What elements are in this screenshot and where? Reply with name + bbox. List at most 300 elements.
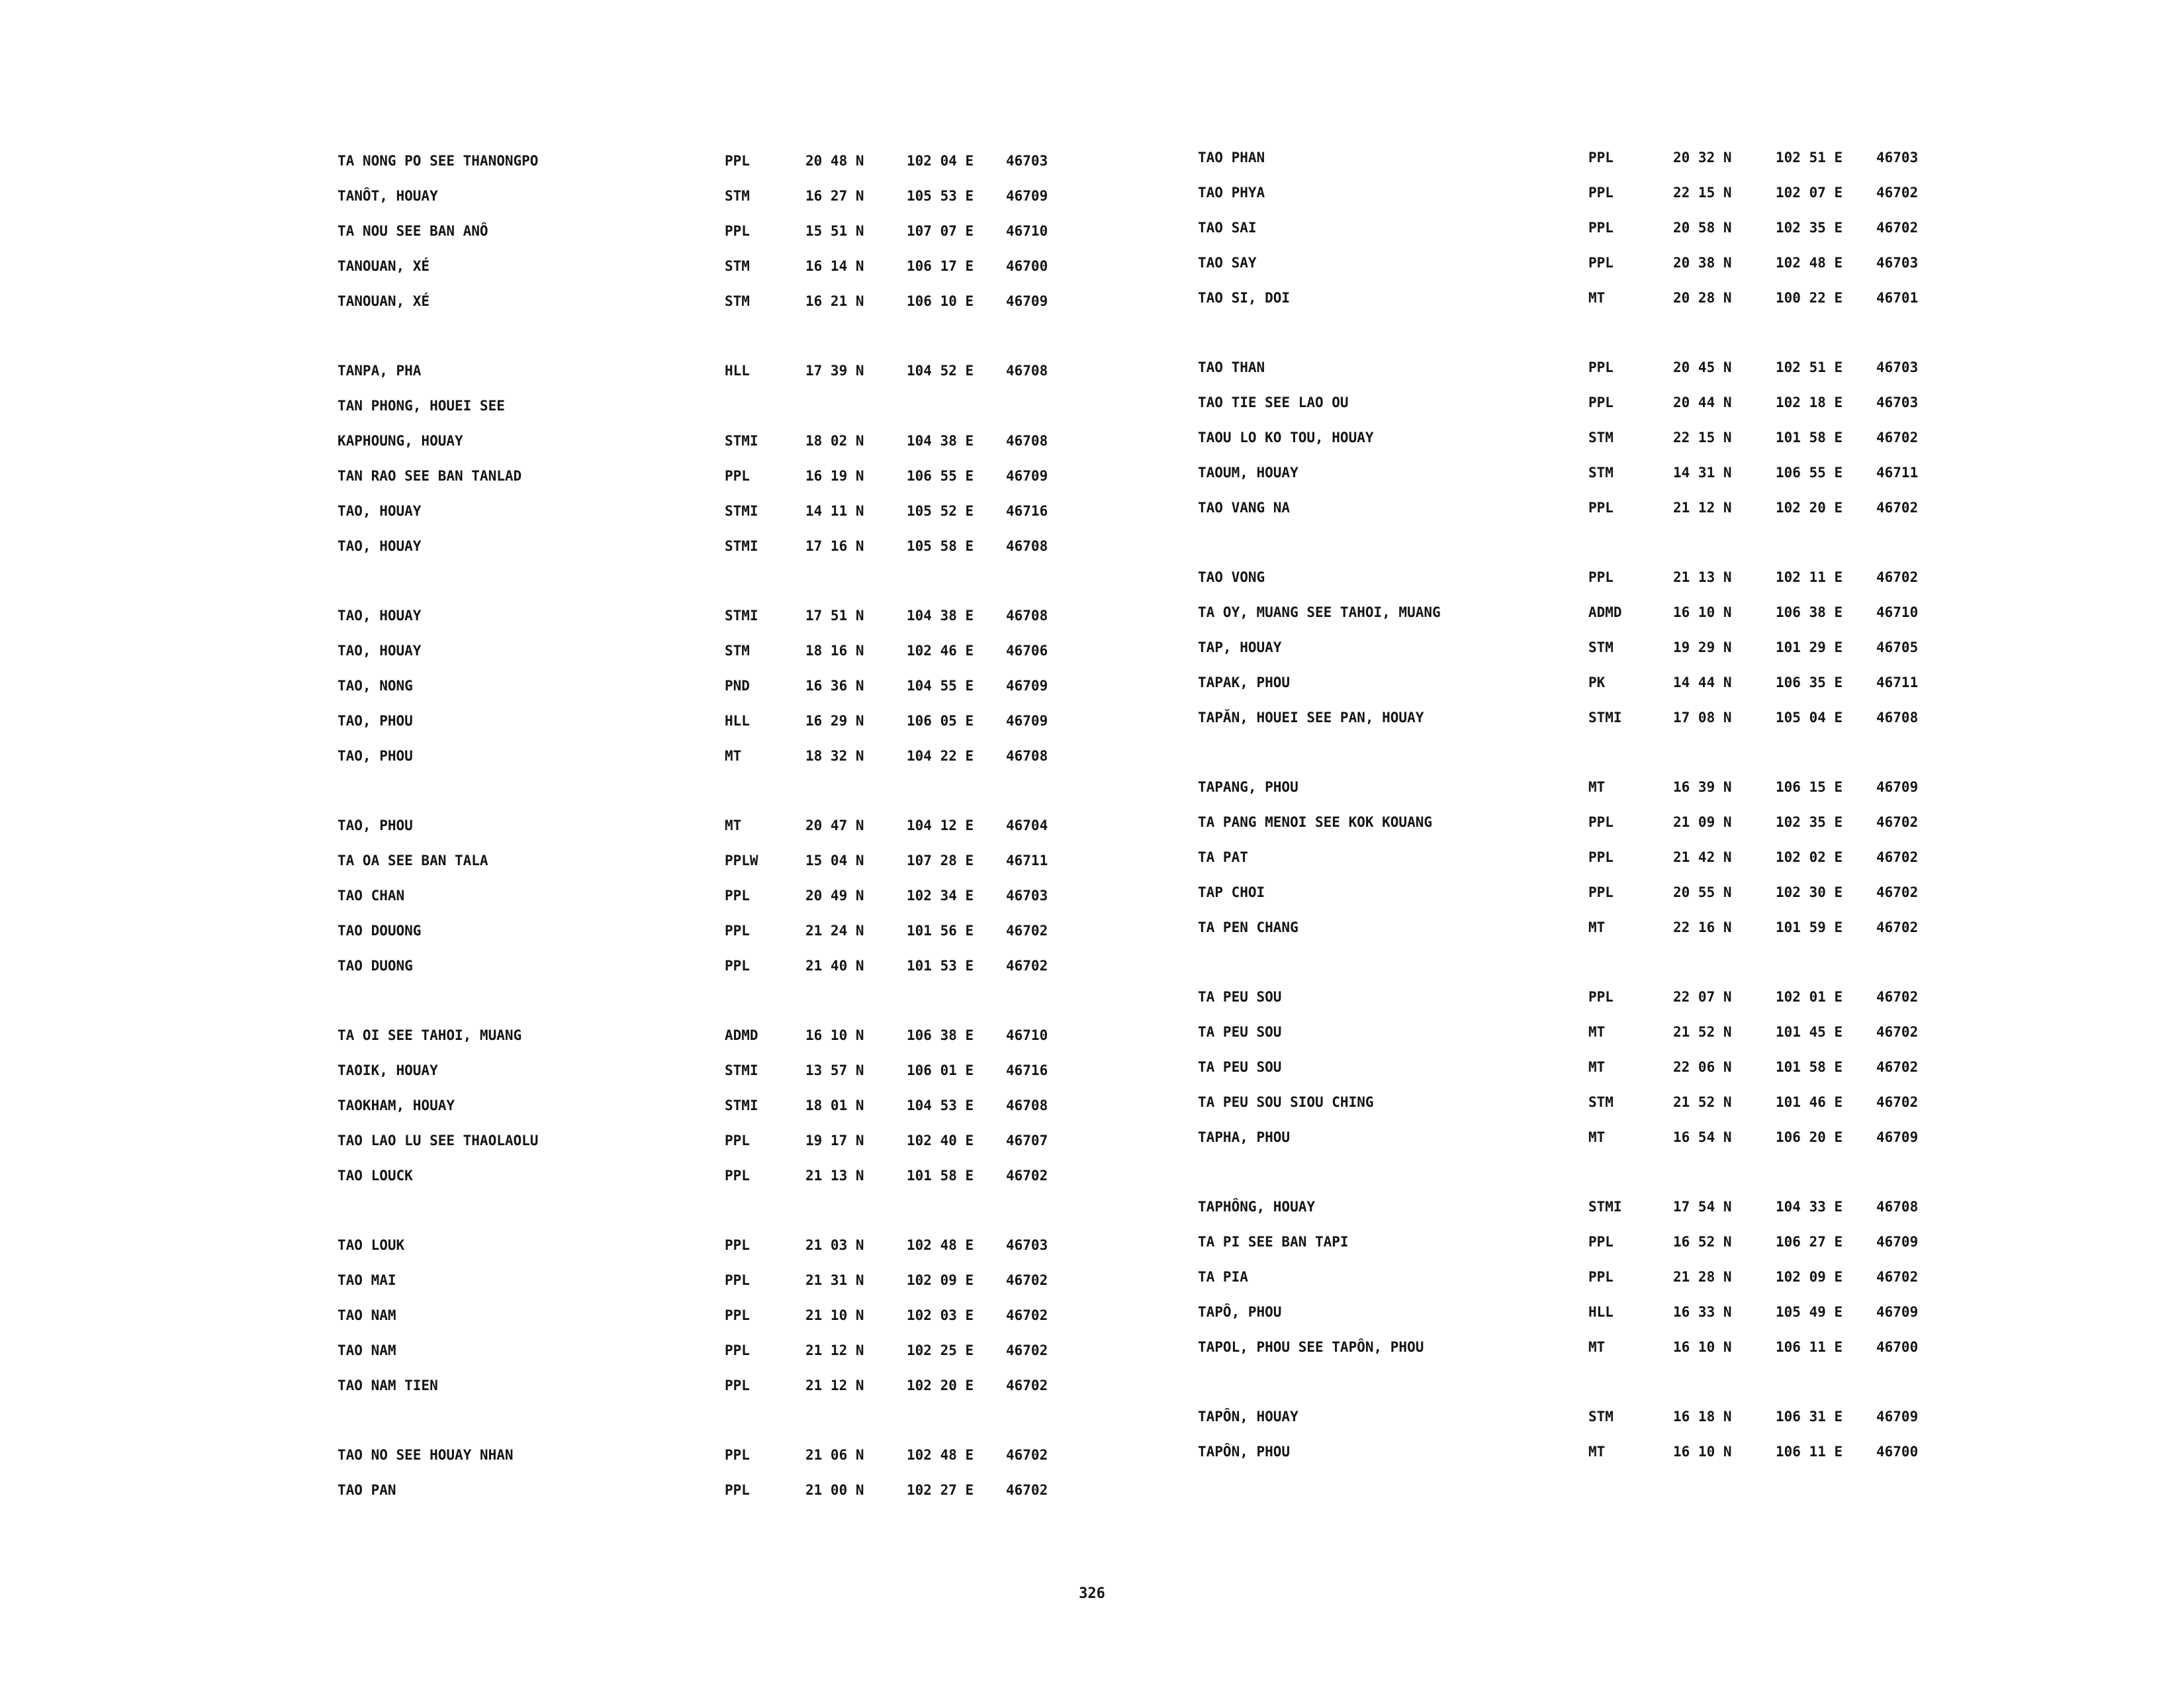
gazetteer-entry [1198, 1125, 2058, 1149]
place-name: TAO, HOUAY [338, 538, 422, 554]
gazetteer-entry [1198, 146, 2058, 169]
gazetteer-entry [338, 1233, 1198, 1257]
feature-type: MT [725, 748, 742, 764]
feature-type: MT [725, 818, 742, 833]
feature-type: PPL [725, 1482, 750, 1498]
latitude: 19 29 N [1673, 639, 1732, 655]
gazetteer-entry [338, 1443, 1198, 1467]
place-name: TAOIK, HOUAY [338, 1062, 438, 1078]
latitude: 16 54 N [1673, 1129, 1732, 1145]
place-name: TA NOU SEE BAN ANÔ [338, 223, 488, 239]
longitude: 101 56 E [907, 923, 974, 939]
gazetteer-entry [338, 149, 1198, 173]
map-code: 46708 [1006, 433, 1048, 449]
longitude: 102 02 E [1776, 849, 1843, 865]
longitude: 106 55 E [907, 468, 974, 484]
latitude: 22 07 N [1673, 989, 1732, 1005]
map-code: 46709 [1006, 468, 1048, 484]
gazetteer-entry [1198, 1090, 2058, 1114]
latitude: 17 16 N [805, 538, 864, 554]
place-name: TAOU LO KO TOU, HOUAY [1198, 430, 1374, 445]
place-name: TA PEU SOU SIOU CHING [1198, 1094, 1374, 1110]
longitude: 104 12 E [907, 818, 974, 833]
gazetteer-entry [338, 1058, 1198, 1082]
map-code: 46710 [1006, 1027, 1048, 1043]
latitude: 17 08 N [1673, 710, 1732, 726]
longitude: 102 20 E [1776, 500, 1843, 516]
feature-type: STMI [725, 433, 758, 449]
latitude: 18 02 N [805, 433, 864, 449]
map-code: 46702 [1006, 1272, 1048, 1288]
longitude: 106 38 E [907, 1027, 974, 1043]
map-code: 46702 [1876, 989, 1919, 1005]
longitude: 102 07 E [1776, 185, 1843, 201]
longitude: 102 20 E [907, 1378, 974, 1393]
longitude: 102 30 E [1776, 884, 1843, 900]
map-code: 46708 [1876, 1199, 1919, 1215]
feature-type: STMI [1588, 1199, 1622, 1215]
feature-type: STM [725, 258, 750, 274]
gazetteer-entry [1198, 706, 2058, 729]
feature-type: PPL [725, 1272, 750, 1288]
feature-type: STMI [725, 608, 758, 624]
gazetteer-entry [338, 394, 1198, 418]
latitude: 17 51 N [805, 608, 864, 624]
latitude: 21 42 N [1673, 849, 1732, 865]
longitude: 106 27 E [1776, 1234, 1843, 1250]
latitude: 14 11 N [805, 503, 864, 519]
gazetteer-entry [1198, 426, 2058, 449]
longitude: 102 09 E [1776, 1269, 1843, 1285]
feature-type: PPL [725, 1342, 750, 1358]
latitude: 16 10 N [1673, 1444, 1732, 1460]
feature-type: PPL [1588, 150, 1614, 165]
map-code: 46702 [1006, 1378, 1048, 1393]
feature-type: PPL [1588, 395, 1614, 410]
longitude: 105 52 E [907, 503, 974, 519]
place-name: TA PEU SOU [1198, 1024, 1282, 1040]
place-name: TAO, HOUAY [338, 503, 422, 519]
longitude: 101 58 E [907, 1168, 974, 1184]
map-code: 46711 [1006, 853, 1048, 868]
longitude: 101 59 E [1776, 919, 1843, 935]
gazetteer-entry [1198, 1020, 2058, 1044]
map-code: 46708 [1876, 710, 1919, 726]
latitude: 17 54 N [1673, 1199, 1732, 1215]
map-code: 46716 [1006, 1062, 1048, 1078]
map-code: 46703 [1006, 888, 1048, 904]
latitude: 13 57 N [805, 1062, 864, 1078]
latitude: 14 44 N [1673, 675, 1732, 690]
feature-type: PPL [1588, 1269, 1614, 1285]
map-code: 46710 [1006, 223, 1048, 239]
gazetteer-entry [1198, 1055, 2058, 1079]
feature-type: MT [1588, 1129, 1606, 1145]
place-name: TAO LOUK [338, 1237, 405, 1253]
feature-type: MT [1588, 919, 1606, 935]
latitude: 18 01 N [805, 1098, 864, 1113]
longitude: 102 35 E [1776, 814, 1843, 830]
map-code: 46702 [1876, 569, 1919, 585]
longitude: 102 40 E [907, 1133, 974, 1149]
map-code: 46702 [1876, 500, 1919, 516]
gazetteer-entry [1198, 845, 2058, 869]
feature-type: HLL [725, 713, 750, 729]
gazetteer-entry [1198, 216, 2058, 240]
map-code: 46702 [1876, 814, 1919, 830]
feature-type: PPL [1588, 814, 1614, 830]
map-code: 46702 [1006, 1482, 1048, 1498]
gazetteer-entry [338, 499, 1198, 523]
gazetteer-entry [1198, 671, 2058, 694]
feature-type: MT [1588, 1444, 1606, 1460]
feature-type: PPL [725, 958, 750, 974]
feature-type: PPL [725, 888, 750, 904]
longitude: 104 38 E [907, 433, 974, 449]
place-name: TA OA SEE BAN TALA [338, 853, 488, 868]
gazetteer-entry [1198, 286, 2058, 310]
gazetteer-entry [1198, 775, 2058, 799]
latitude: 20 55 N [1673, 884, 1732, 900]
gazetteer-entry [338, 254, 1198, 278]
longitude: 101 58 E [1776, 1059, 1843, 1075]
map-code: 46702 [1876, 1059, 1919, 1075]
feature-type: ADMD [1588, 604, 1622, 620]
feature-type: STM [725, 293, 750, 309]
feature-type: ADMD [725, 1027, 758, 1043]
map-code: 46702 [1876, 430, 1919, 445]
map-code: 46703 [1876, 255, 1919, 271]
longitude: 102 03 E [907, 1307, 974, 1323]
latitude: 21 13 N [1673, 569, 1732, 585]
latitude: 21 00 N [805, 1482, 864, 1498]
place-name: TAO NAM [338, 1307, 396, 1323]
gazetteer-entry [1198, 1265, 2058, 1289]
map-code: 46711 [1876, 675, 1919, 690]
map-code: 46716 [1006, 503, 1048, 519]
map-code: 46707 [1006, 1133, 1048, 1149]
place-name: TAO MAI [338, 1272, 396, 1288]
latitude: 16 10 N [1673, 1339, 1732, 1355]
latitude: 16 19 N [805, 468, 864, 484]
map-code: 46703 [1876, 359, 1919, 375]
latitude: 21 40 N [805, 958, 864, 974]
longitude: 102 48 E [907, 1237, 974, 1253]
gazetteer-entry [1198, 1300, 2058, 1324]
latitude: 20 45 N [1673, 359, 1732, 375]
latitude: 21 24 N [805, 923, 864, 939]
feature-type: PPL [725, 468, 750, 484]
longitude: 101 29 E [1776, 639, 1843, 655]
gazetteer-entry [338, 1374, 1198, 1397]
latitude: 16 39 N [1673, 779, 1732, 795]
feature-type: STM [725, 188, 750, 204]
gazetteer-entry [338, 1164, 1198, 1188]
gazetteer-entry [1198, 915, 2058, 939]
gazetteer-entry [338, 744, 1198, 768]
map-code: 46709 [1876, 1129, 1919, 1145]
longitude: 104 38 E [907, 608, 974, 624]
latitude: 20 28 N [1673, 290, 1732, 306]
place-name: TA PAT [1198, 849, 1248, 865]
feature-type: PND [725, 678, 750, 694]
latitude: 21 12 N [805, 1342, 864, 1358]
feature-type: HLL [1588, 1304, 1614, 1320]
place-name: TA OY, MUANG SEE TAHOI, MUANG [1198, 604, 1441, 620]
feature-type: PPL [1588, 884, 1614, 900]
map-code: 46700 [1876, 1339, 1919, 1355]
longitude: 102 51 E [1776, 150, 1843, 165]
latitude: 21 12 N [1673, 500, 1732, 516]
gazetteer-entry [338, 1023, 1198, 1047]
longitude: 104 53 E [907, 1098, 974, 1113]
longitude: 102 18 E [1776, 395, 1843, 410]
feature-type: PPL [1588, 569, 1614, 585]
latitude: 21 06 N [805, 1447, 864, 1463]
map-code: 46708 [1006, 748, 1048, 764]
gazetteer-entry [338, 429, 1198, 453]
place-name: TAO VANG NA [1198, 500, 1291, 516]
feature-type: STM [1588, 1409, 1614, 1425]
latitude: 16 52 N [1673, 1234, 1732, 1250]
latitude: 21 12 N [805, 1378, 864, 1393]
gazetteer-entry [1198, 1440, 2058, 1464]
feature-type: STM [1588, 430, 1614, 445]
longitude: 106 05 E [907, 713, 974, 729]
place-name: TA PANG MENOI SEE KOK KOUANG [1198, 814, 1433, 830]
gazetteer-entry [338, 359, 1198, 383]
feature-type: PPLW [725, 853, 758, 868]
feature-type: STMI [725, 538, 758, 554]
gazetteer-entry [338, 1129, 1198, 1152]
place-name: TAO NAM [338, 1342, 396, 1358]
longitude: 106 55 E [1776, 465, 1843, 481]
gazetteer-entry [1198, 355, 2058, 379]
gazetteer-entry [1198, 391, 2058, 414]
longitude: 104 52 E [907, 363, 974, 379]
longitude: 106 31 E [1776, 1409, 1843, 1425]
gazetteer-entry [338, 639, 1198, 663]
map-code: 46702 [1006, 958, 1048, 974]
latitude: 17 39 N [805, 363, 864, 379]
gazetteer-entry [338, 814, 1198, 837]
place-name: TAO PHYA [1198, 185, 1265, 201]
place-name: TAO LOUCK [338, 1168, 413, 1184]
feature-type: MT [1588, 1339, 1606, 1355]
place-name: TA PIA [1198, 1269, 1248, 1285]
map-code: 46702 [1876, 849, 1919, 865]
longitude: 101 45 E [1776, 1024, 1843, 1040]
place-name: TAO NO SEE HOUAY NHAN [338, 1447, 514, 1463]
latitude: 21 52 N [1673, 1094, 1732, 1110]
longitude: 106 38 E [1776, 604, 1843, 620]
gazetteer-entry [338, 219, 1198, 243]
longitude: 102 25 E [907, 1342, 974, 1358]
map-code: 46702 [1876, 1094, 1919, 1110]
gazetteer-entry [338, 1094, 1198, 1117]
place-name: TAPAK, PHOU [1198, 675, 1291, 690]
latitude: 21 52 N [1673, 1024, 1732, 1040]
latitude: 18 32 N [805, 748, 864, 764]
place-name: TANOUAN, XÉ [338, 258, 430, 274]
longitude: 105 49 E [1776, 1304, 1843, 1320]
latitude: 21 31 N [805, 1272, 864, 1288]
feature-type: MT [1588, 779, 1606, 795]
place-name: TAO THAN [1198, 359, 1265, 375]
map-code: 46700 [1876, 1444, 1919, 1460]
longitude: 105 04 E [1776, 710, 1843, 726]
latitude: 22 16 N [1673, 919, 1732, 935]
map-code: 46703 [1876, 395, 1919, 410]
map-code: 46703 [1006, 153, 1048, 169]
map-code: 46709 [1006, 293, 1048, 309]
gazetteer-entry [338, 709, 1198, 733]
longitude: 101 53 E [907, 958, 974, 974]
place-name: TAO TIE SEE LAO OU [1198, 395, 1349, 410]
place-name: TA PI SEE BAN TAPI [1198, 1234, 1349, 1250]
gazetteer-entry [338, 849, 1198, 872]
map-code: 46709 [1006, 713, 1048, 729]
gazetteer-entry [1198, 880, 2058, 904]
latitude: 18 16 N [805, 643, 864, 659]
longitude: 106 11 E [1776, 1444, 1843, 1460]
feature-type: PPL [725, 923, 750, 939]
feature-type: PPL [1588, 500, 1614, 516]
place-name: TAN PHONG, HOUEI SEE [338, 398, 505, 414]
place-name: TAO PHAN [1198, 150, 1265, 165]
latitude: 20 58 N [1673, 220, 1732, 236]
place-name: TAO, PHOU [338, 748, 413, 764]
longitude: 107 28 E [907, 853, 974, 868]
map-code: 46708 [1006, 538, 1048, 554]
latitude: 16 18 N [1673, 1409, 1732, 1425]
place-name: TAPOL, PHOU SEE TAPÔN, PHOU [1198, 1339, 1424, 1355]
gazetteer-entry [338, 184, 1198, 208]
gazetteer-entry [338, 534, 1198, 558]
feature-type: PPL [1588, 255, 1614, 271]
map-code: 46702 [1876, 185, 1919, 201]
place-name: TA NONG PO SEE THANONGPO [338, 153, 539, 169]
place-name: TAPÔ, PHOU [1198, 1304, 1282, 1320]
feature-type: PPL [725, 1237, 750, 1253]
place-name: TAO, HOUAY [338, 608, 422, 624]
latitude: 19 17 N [805, 1133, 864, 1149]
map-code: 46708 [1006, 1098, 1048, 1113]
latitude: 21 28 N [1673, 1269, 1732, 1285]
latitude: 20 47 N [805, 818, 864, 833]
map-code: 46702 [1006, 923, 1048, 939]
map-code: 46703 [1876, 150, 1919, 165]
gazetteer-entry [338, 1268, 1198, 1292]
map-code: 46709 [1876, 1304, 1919, 1320]
map-code: 46709 [1876, 779, 1919, 795]
gazetteer-entry [338, 884, 1198, 908]
gazetteer-entry [1198, 635, 2058, 659]
gazetteer-entry [338, 464, 1198, 488]
gazetteer-entry [338, 954, 1198, 978]
place-name: TAPHÔNG, HOUAY [1198, 1199, 1316, 1215]
feature-type: MT [1588, 290, 1606, 306]
feature-type: PPL [1588, 220, 1614, 236]
map-code: 46702 [1876, 1269, 1919, 1285]
longitude: 104 55 E [907, 678, 974, 694]
place-name: TA OI SEE TAHOI, MUANG [338, 1027, 522, 1043]
place-name: TA PEN CHANG [1198, 919, 1298, 935]
latitude: 21 03 N [805, 1237, 864, 1253]
feature-type: PPL [1588, 1234, 1614, 1250]
gazetteer-entry [1198, 565, 2058, 589]
longitude: 106 15 E [1776, 779, 1843, 795]
latitude: 14 31 N [1673, 465, 1732, 481]
gazetteer-entry [338, 1338, 1198, 1362]
longitude: 102 35 E [1776, 220, 1843, 236]
feature-type: STMI [725, 503, 758, 519]
latitude: 16 36 N [805, 678, 864, 694]
latitude: 20 49 N [805, 888, 864, 904]
longitude: 105 53 E [907, 188, 974, 204]
latitude: 22 15 N [1673, 185, 1732, 201]
place-name: TAO LAO LU SEE THAOLAOLU [338, 1133, 539, 1149]
longitude: 106 35 E [1776, 675, 1843, 690]
gazetteer-entry [338, 289, 1198, 313]
longitude: 101 58 E [1776, 430, 1843, 445]
page-number: 326 [1079, 1585, 1105, 1602]
map-code: 46708 [1006, 363, 1048, 379]
longitude: 102 11 E [1776, 569, 1843, 585]
longitude: 102 34 E [907, 888, 974, 904]
longitude: 102 04 E [907, 153, 974, 169]
place-name: TAO, PHOU [338, 818, 413, 833]
longitude: 104 33 E [1776, 1199, 1843, 1215]
feature-type: PPL [1588, 359, 1614, 375]
longitude: 107 07 E [907, 223, 974, 239]
map-code: 46709 [1006, 188, 1048, 204]
feature-type: PPL [1588, 185, 1614, 201]
place-name: TAP, HOUAY [1198, 639, 1282, 655]
gazetteer-entry [1198, 1335, 2058, 1359]
latitude: 20 38 N [1673, 255, 1732, 271]
feature-type: PK [1588, 675, 1606, 690]
latitude: 16 14 N [805, 258, 864, 274]
gazetteer-entry [1198, 251, 2058, 275]
map-code: 46709 [1006, 678, 1048, 694]
map-code: 46702 [1006, 1447, 1048, 1463]
gazetteer-entry [1198, 181, 2058, 205]
feature-type: PPL [725, 153, 750, 169]
latitude: 20 32 N [1673, 150, 1732, 165]
feature-type: STM [725, 643, 750, 659]
map-code: 46705 [1876, 639, 1919, 655]
place-name: TANÔT, HOUAY [338, 188, 438, 204]
longitude: 102 01 E [1776, 989, 1843, 1005]
feature-type: PPL [725, 1447, 750, 1463]
map-code: 46706 [1006, 643, 1048, 659]
place-name: KAPHOUNG, HOUAY [338, 433, 463, 449]
latitude: 16 33 N [1673, 1304, 1732, 1320]
latitude: 16 10 N [1673, 604, 1732, 620]
place-name: TAOKHAM, HOUAY [338, 1098, 455, 1113]
place-name: TAO, HOUAY [338, 643, 422, 659]
map-code: 46702 [1876, 1024, 1919, 1040]
longitude: 106 11 E [1776, 1339, 1843, 1355]
place-name: TAO SAI [1198, 220, 1257, 236]
place-name: TAO CHAN [338, 888, 405, 904]
latitude: 21 13 N [805, 1168, 864, 1184]
longitude: 106 17 E [907, 258, 974, 274]
longitude: 104 22 E [907, 748, 974, 764]
feature-type: STMI [725, 1098, 758, 1113]
feature-type: PPL [725, 1168, 750, 1184]
